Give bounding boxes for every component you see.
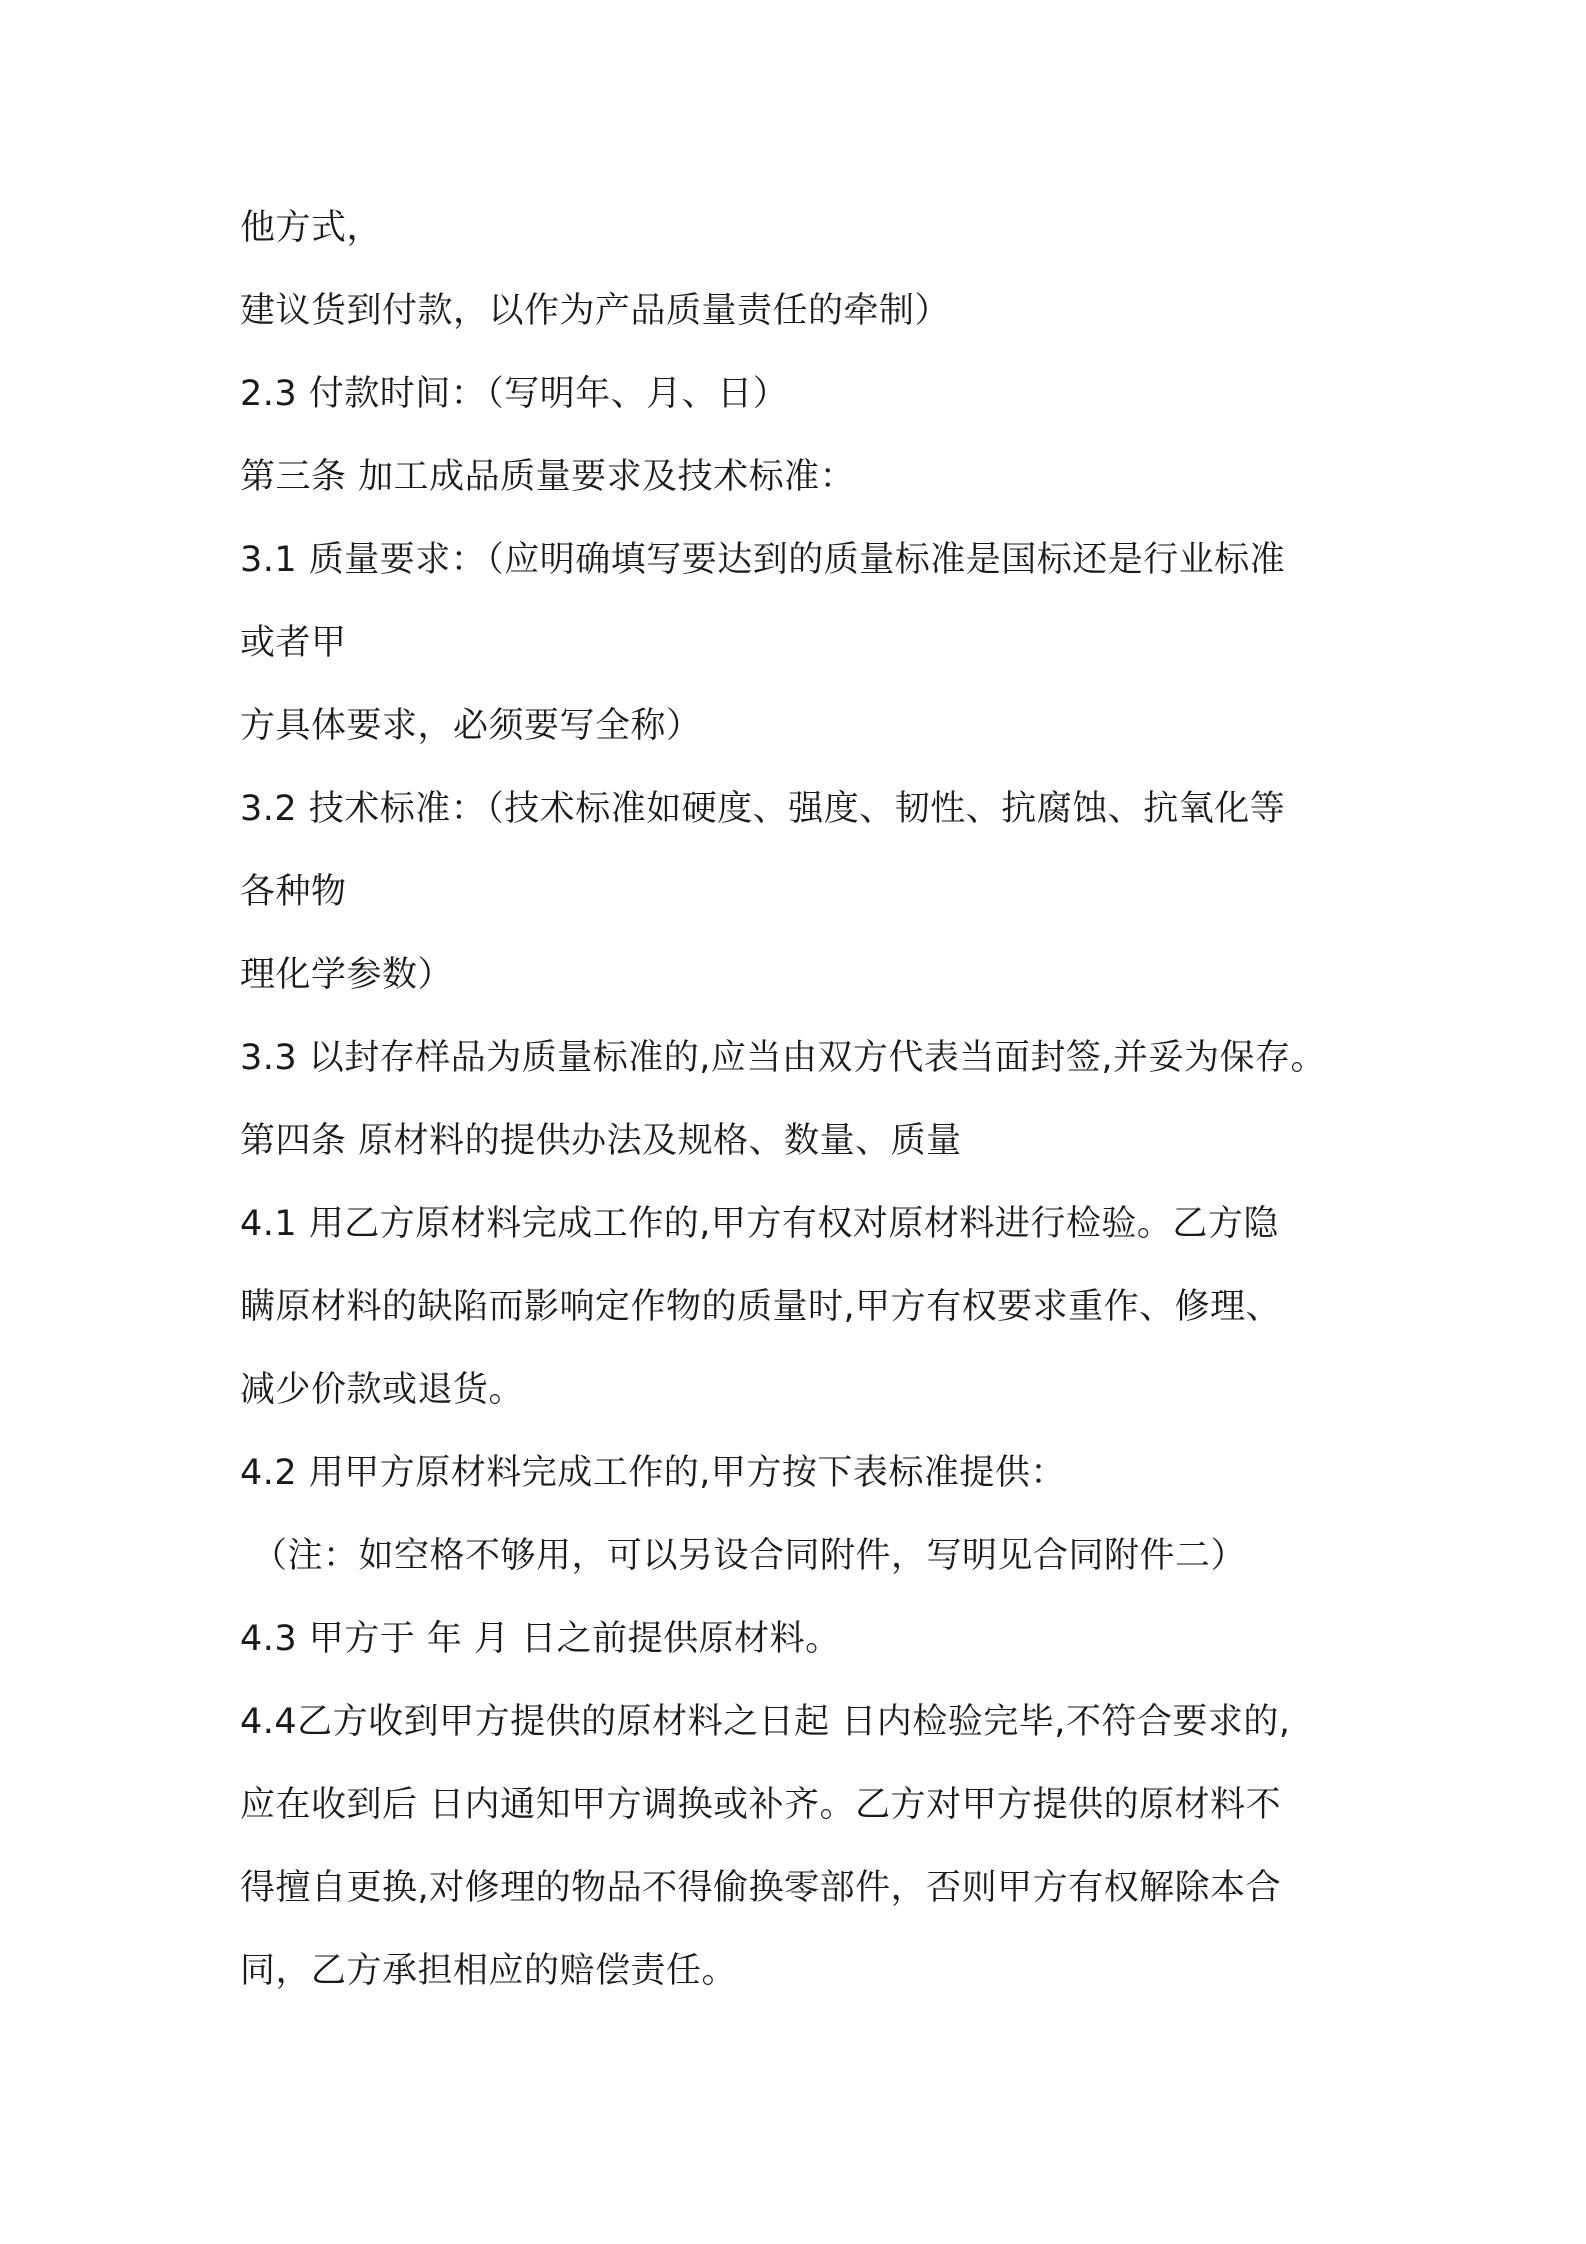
- text-line: 或者甲: [240, 623, 347, 663]
- text-line: 3.1 质量要求：（应明确填写要达到的质量标准是国标还是行业标准: [240, 540, 1286, 580]
- text-line: 建议货到付款，以作为产品质量责任的牵制）: [240, 291, 951, 331]
- text-line: 2.3 付款时间：（写明年、月、日）: [240, 374, 789, 414]
- section-heading: 第三条 加工成品质量要求及技术标准：: [240, 457, 856, 497]
- note-line: （注：如空格不够用，可以另设合同附件，写明见合同附件二）: [252, 1536, 1247, 1576]
- text-line: 他方式，: [240, 208, 383, 248]
- text-line: 4.2 用甲方原材料完成工作的,甲方按下表标准提供：: [240, 1453, 1066, 1493]
- text-line: 4.1 用乙方原材料完成工作的,甲方有权对原材料进行检验。乙方隐: [240, 1204, 1279, 1244]
- text-line: 3.3 以封存样品为质量标准的,应当由双方代表当面封签,并妥为保存。: [240, 1038, 1327, 1078]
- text-line: 4.3 甲方于 年 月 日之前提供原材料。: [240, 1619, 841, 1659]
- text-line: 得擅自更换,对修理的物品不得偷换零部件，否则甲方有权解除本合: [240, 1868, 1282, 1908]
- text-line: 各种物: [240, 872, 347, 912]
- text-line: 同，乙方承担相应的赔偿责任。: [240, 1951, 738, 1991]
- text-line: 减少价款或退货。: [240, 1370, 525, 1410]
- text-line: 4.4乙方收到甲方提供的原材料之日起 日内检验完毕,不符合要求的,: [240, 1702, 1291, 1742]
- text-line: 3.2 技术标准：（技术标准如硬度、强度、韧性、抗腐蚀、抗氧化等: [240, 789, 1286, 829]
- text-line: 理化学参数）: [240, 955, 454, 995]
- text-line: 方具体要求，必须要写全称）: [240, 706, 702, 746]
- text-line: 瞒原材料的缺陷而影响定作物的质量时,甲方有权要求重作、修理、: [240, 1287, 1282, 1327]
- section-heading: 第四条 原材料的提供办法及规格、数量、质量: [240, 1121, 962, 1161]
- text-line: 应在收到后 日内通知甲方调换或补齐。乙方对甲方提供的原材料不: [240, 1785, 1282, 1825]
